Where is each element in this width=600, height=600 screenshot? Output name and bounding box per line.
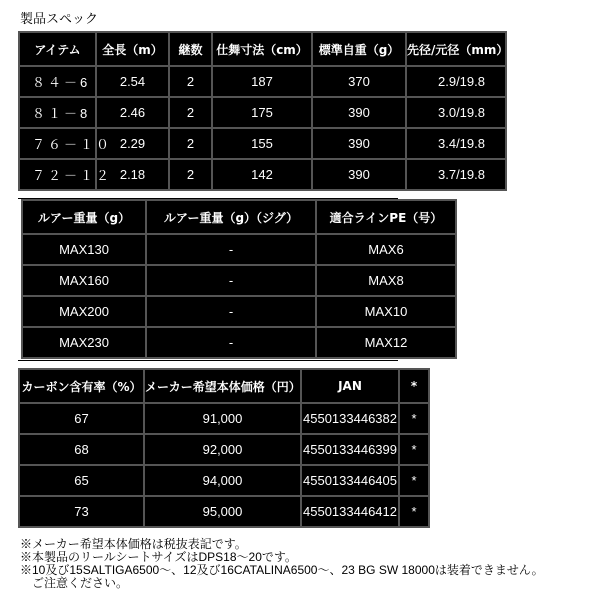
table-row: [19, 128, 506, 159]
table-cell: 175: [212, 97, 312, 128]
table-cell: 2.29: [96, 128, 169, 159]
note: ※メーカー希望本体価格は税抜表記です。: [20, 537, 247, 551]
table-row: [19, 434, 429, 465]
divider: [18, 360, 398, 361]
table-cell: 2.46: [96, 97, 169, 128]
table-cell: 95,000: [144, 496, 301, 527]
table-cell: *: [399, 403, 429, 434]
table-cell: 390: [312, 97, 406, 128]
column-header: ルアー重量（g）: [22, 200, 146, 234]
table-cell: *: [399, 434, 429, 465]
table-cell: 3.4/19.8: [406, 128, 506, 159]
table-cell: 187: [212, 66, 312, 97]
table-cell: -: [146, 327, 316, 358]
column-header: 先径/元径（mm）: [406, 32, 506, 66]
table-row: [22, 265, 456, 296]
table-cell: 4550133446399: [301, 434, 399, 465]
table-cell: MAX160: [22, 265, 146, 296]
column-header: アイテム: [19, 32, 96, 66]
table-cell: *: [399, 465, 429, 496]
column-header: 仕舞寸法（cm）: [212, 32, 312, 66]
table-row: [19, 403, 429, 434]
table-row: [19, 159, 506, 190]
table-cell: 155: [212, 128, 312, 159]
table-cell: ８１－8: [19, 97, 96, 128]
spec-table: [18, 31, 507, 191]
table-cell: 3.0/19.8: [406, 97, 506, 128]
table-cell: 73: [19, 496, 144, 527]
column-header: メーカー希望本体価格（円）: [144, 369, 301, 403]
table-row: [19, 97, 506, 128]
notes: [20, 538, 544, 590]
table-cell: 142: [212, 159, 312, 190]
table-row: [22, 234, 456, 265]
table-cell: 2.54: [96, 66, 169, 97]
price-table: [18, 368, 430, 528]
table-cell: 92,000: [144, 434, 301, 465]
table-cell: 2.9/19.8: [406, 66, 506, 97]
table-cell: ７２－１２: [19, 159, 96, 190]
table-cell: ７６－１０: [19, 128, 96, 159]
table-row: [22, 327, 456, 358]
table-cell: MAX130: [22, 234, 146, 265]
note: ご注意ください。: [20, 576, 129, 590]
column-header: 適合ラインPE（号）: [316, 200, 456, 234]
header-row: [19, 369, 429, 403]
header-row: [19, 32, 506, 66]
column-header: JAN: [301, 369, 399, 403]
table-cell: 390: [312, 159, 406, 190]
table-cell: 2: [169, 159, 212, 190]
table-cell: ８４－6: [19, 66, 96, 97]
table-row: [19, 66, 506, 97]
lure-line-table: [21, 199, 457, 359]
table-cell: 67: [19, 403, 144, 434]
table-cell: 4550133446412: [301, 496, 399, 527]
table-cell: 91,000: [144, 403, 301, 434]
table-cell: -: [146, 234, 316, 265]
table-cell: 2: [169, 66, 212, 97]
column-header: 全長（m）: [96, 32, 169, 66]
table-row: [19, 465, 429, 496]
table-cell: 3.7/19.8: [406, 159, 506, 190]
table-cell: 2: [169, 97, 212, 128]
column-header: 標準自重（g）: [312, 32, 406, 66]
table-cell: MAX8: [316, 265, 456, 296]
section-title: 製品スペック: [20, 12, 99, 27]
table-cell: -: [146, 265, 316, 296]
table-cell: MAX12: [316, 327, 456, 358]
table-cell: MAX6: [316, 234, 456, 265]
column-header: カーボン含有率（%）: [19, 369, 144, 403]
table-row: [22, 296, 456, 327]
table-cell: 4550133446405: [301, 465, 399, 496]
table-cell: 390: [312, 128, 406, 159]
table-cell: MAX10: [316, 296, 456, 327]
table-cell: 68: [19, 434, 144, 465]
note: ※本製品のリールシートサイズはDPS18～20です。: [20, 550, 297, 564]
table-cell: 2.18: [96, 159, 169, 190]
column-header: *: [399, 369, 429, 403]
table-cell: MAX200: [22, 296, 146, 327]
table-cell: MAX230: [22, 327, 146, 358]
note: ※10及び15SALTIGA6500～、12及び16CATALINA6500～、23 BG SW 18000は装着できません。: [20, 563, 544, 577]
table-cell: 370: [312, 66, 406, 97]
column-header: ルアー重量（g）（ジグ）: [146, 200, 316, 234]
table-cell: 94,000: [144, 465, 301, 496]
table-row: [19, 496, 429, 527]
table-cell: 4550133446382: [301, 403, 399, 434]
table-cell: *: [399, 496, 429, 527]
column-header: 継数: [169, 32, 212, 66]
table-cell: 2: [169, 128, 212, 159]
header-row: [22, 200, 456, 234]
table-cell: -: [146, 296, 316, 327]
table-cell: 65: [19, 465, 144, 496]
